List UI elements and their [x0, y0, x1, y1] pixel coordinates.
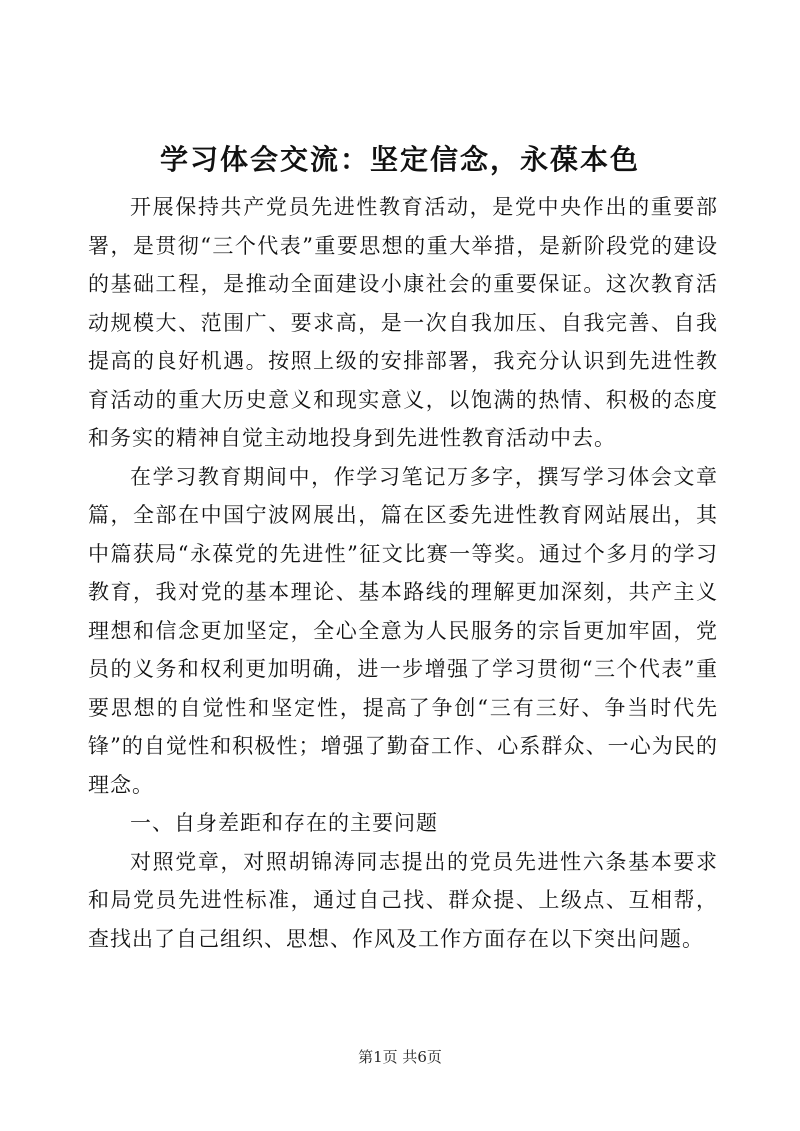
document-body: [88, 188, 718, 958]
paragraph-3: 对照党章，对照胡锦涛同志提出的党员先进性六条基本要求和局党员先进性标准，通过自己找、群众提、上级点、互相帮，查找出了自己组织、思想、作风及工作方面存在以下突出问题。: [88, 849, 718, 951]
section-heading: 一、自身差距和存在的主要问题: [130, 811, 438, 835]
page-footer: 第1页 共6页: [358, 1048, 442, 1066]
paragraph-1: 开展保持共产党员先进性教育活动，是党中央作出的重要部署，是贯彻“三个代表”重要思想的重大举措，是新阶段党的建设的基础工程，是推动全面建设小康社会的重要保证。这次教育活动规模大、范围广、要求高，是一次自我加压、自我完善、自我提高的良好机遇。按照上级的安排部署，我充分认识到先进性教育活动的重大历史意义和现实意义，以饱满的热情、积极的态度和务实的精神自觉主动地投身到先进性教育活动中去。: [88, 195, 718, 450]
document-title: 学习体会交流：坚定信念，永葆本色: [159, 143, 640, 176]
paragraph-2: 在学习教育期间中，作学习笔记万多字，撰写学习体会文章篇，全部在中国宁波网展出，篇在区委先进性教育网站展出，其中篇获局“永葆党的先进性”征文比赛一等奖。通过个多月的学习教育，我对党的基本理论、基本路线的理解更加深刻，共产主义理想和信念更加坚定，全心全意为人民服务的宗旨更加牢固，党员的义务和权利更加明确，进一步增强了学习贯彻“三个代表”重要思想的自觉性和坚定性，提高了争创“三有三好、争当时代先锋”的自觉性和积极性；增强了勤奋工作、心系群众、一心为民的理念。: [88, 464, 718, 797]
